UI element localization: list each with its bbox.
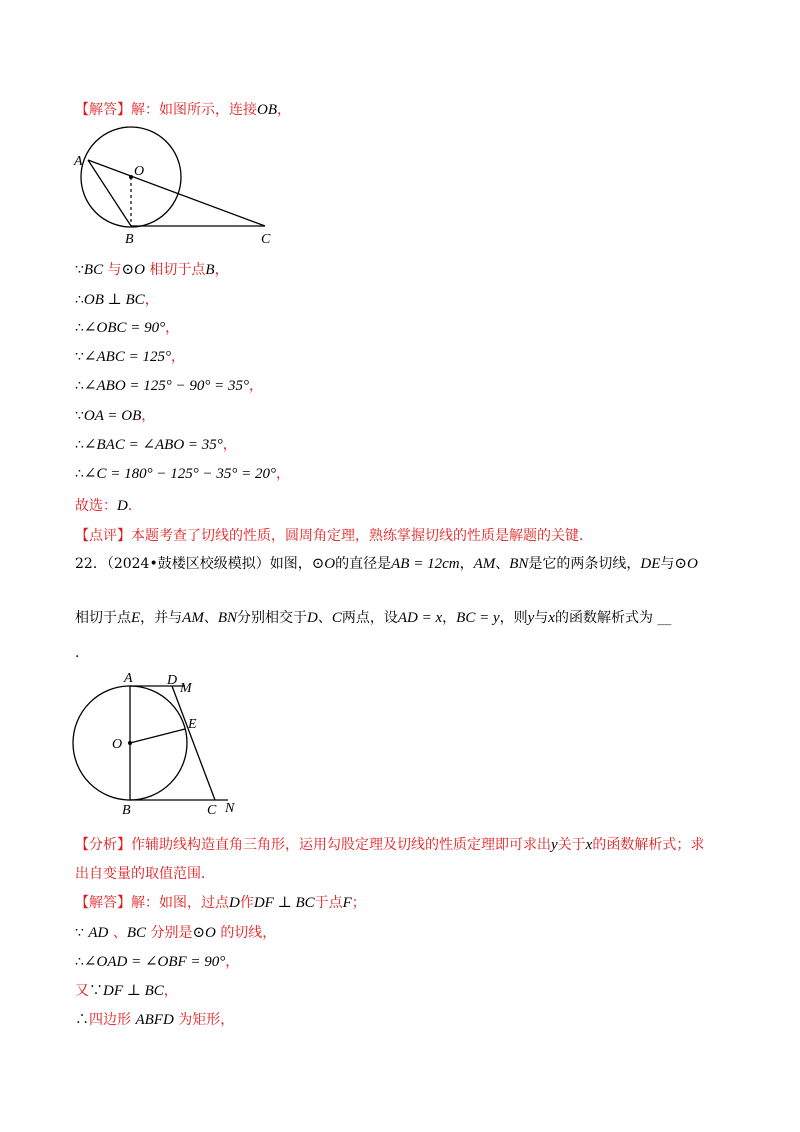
step-1-4: ∵∠ABC = 125°， xyxy=(75,349,185,365)
label-M: M xyxy=(180,681,192,696)
figure-1-circle-tangent xyxy=(68,120,283,245)
step-1-5: ∴∠ABO = 125° − 90° = 35°， xyxy=(75,378,264,394)
choose-answer: 故选：D． xyxy=(75,498,142,514)
label-D: D xyxy=(167,673,178,688)
label-N: N xyxy=(225,801,235,816)
analysis-line-1: 【分析】作辅助线构造直角三角形，运用勾股定理及切线的性质定理即可求出y关于x的函数解析式；求 xyxy=(75,837,705,853)
step-1-7: ∴∠BAC = ∠ABO = 35°， xyxy=(75,437,237,453)
label-A: A xyxy=(74,154,83,169)
answer-tag: 【解答】 xyxy=(75,895,131,911)
analysis-tag: 【分析】 xyxy=(75,837,131,853)
label-E: E xyxy=(188,717,197,732)
label-B: B xyxy=(122,803,131,818)
comment-tag: 【点评】 xyxy=(75,528,131,544)
label-C: C xyxy=(261,232,271,245)
step-1-6: ∵OA = OB， xyxy=(75,408,156,424)
step-2-2: ∴∠OAD = ∠OBF = 90°， xyxy=(75,954,240,970)
label-O: O xyxy=(112,737,123,752)
step-1-3: ∴∠OBC = 90°， xyxy=(75,320,180,336)
analysis-line-2: 出自变量的取值范围． xyxy=(75,866,215,882)
question-22-line-1: 22．（2024•鼓楼区校级模拟）如图，⊙O的直径是AB = 12cm，AM、BN是它的两条切线，DE与⊙O xyxy=(75,556,698,572)
answer-blank: __ xyxy=(657,610,672,626)
step-2-3: 又∵DF ⊥ BC， xyxy=(75,983,178,999)
step-1-2: ∴OB ⊥ BC， xyxy=(75,292,159,308)
question-22-line-2: 相切于点E，并与AM、BN分别相交于D、C两点，设AD = x，BC = y，则y与x的函数解析式为 __ xyxy=(75,610,672,626)
question-22-line-3: . xyxy=(75,645,80,661)
comment: 【点评】本题考查了切线的性质，圆周角定理，熟练掌握切线的性质是解题的关键． xyxy=(75,528,593,544)
question-source: （2024•鼓楼区校级模拟） xyxy=(106,556,270,572)
step-2-4: ∴四边形 ABFD 为矩形， xyxy=(75,1012,235,1028)
question-number: 22． xyxy=(75,556,107,572)
step-1-8: ∴∠C = 180° − 125° − 35° = 20°， xyxy=(75,466,290,482)
label-C: C xyxy=(207,803,217,818)
step-1-1: ∵BC 与⊙O 相切于点B， xyxy=(75,262,229,278)
label-A: A xyxy=(124,671,133,686)
label-B: B xyxy=(125,232,134,245)
figure-2-circle-tangents xyxy=(60,668,245,818)
step-2-1: ∵ AD 、BC 分别是⊙O 的切线， xyxy=(75,925,277,941)
answer-2-heading: 【解答】解：如图，过点D作DF ⊥ BC于点F； xyxy=(75,895,366,911)
label-O: O xyxy=(134,164,145,179)
answer-tag: 【解答】 xyxy=(75,102,131,118)
answer-heading: 【解答】解：如图所示，连接OB， xyxy=(75,102,291,118)
